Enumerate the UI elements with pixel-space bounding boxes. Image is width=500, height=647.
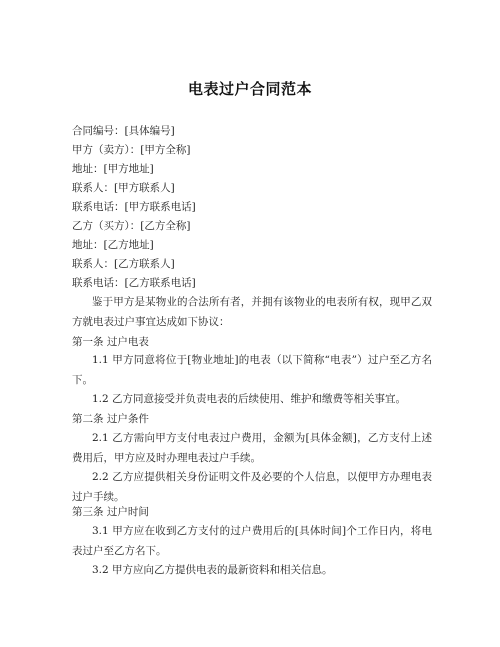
article-2-clause-1: 2.1 乙方需向甲方支付电表过户费用，金额为[具体金额]，乙方支付上述费用后，甲方应及时办理电表过户手续。 — [72, 432, 432, 464]
article-2-clause-2: 2.2 乙方应提供相关身份证明文件及必要的个人信息，以便甲方办理电表过户手续。 — [72, 471, 432, 503]
article-1-clause-1: 1.1 甲方同意将位于[物业地址]的电表（以下简称“电表”）过户至乙方名下。 — [72, 354, 432, 386]
party-a-address-field: 地址：[甲方地址] — [72, 163, 154, 175]
intro-paragraph: 鉴于甲方是某物业的合法所有者，并拥有该物业的电表所有权，现甲乙双方就电表过户事宜达成如下协议： — [72, 296, 432, 328]
article-2-heading: 第二条 过户条件 — [72, 413, 149, 425]
article-1-heading: 第一条 过户电表 — [72, 336, 149, 348]
article-3-clause-1: 3.1 甲方应在收到乙方支付的过户费用后的[具体时间]个工作日内，将电表过户至乙方名下。 — [72, 525, 432, 557]
party-b-contact-field: 联系人：[乙方联系人] — [72, 258, 175, 270]
contract-number-field: 合同编号：[具体编号] — [72, 125, 175, 137]
party-a-phone-field: 联系电话：[甲方联系电话] — [72, 201, 196, 213]
party-b-phone-field: 联系电话：[乙方联系电话] — [72, 277, 196, 289]
party-b-address-field: 地址：[乙方地址] — [72, 239, 154, 251]
article-1-clause-2: 1.2 乙方同意接受并负责电表的后续使用、维护和缴费等相关事宜。 — [92, 393, 407, 405]
party-b-name-field: 乙方（买方）：[乙方全称] — [72, 220, 191, 232]
party-a-name-field: 甲方（卖方）：[甲方全称] — [72, 144, 191, 156]
article-3-clause-2: 3.2 甲方应向乙方提供电表的最新资料和相关信息。 — [92, 564, 333, 576]
party-a-contact-field: 联系人：[甲方联系人] — [72, 182, 175, 194]
article-3-heading: 第三条 过户时间 — [72, 506, 149, 518]
document-title: 电表过户合同范本 — [187, 80, 312, 98]
